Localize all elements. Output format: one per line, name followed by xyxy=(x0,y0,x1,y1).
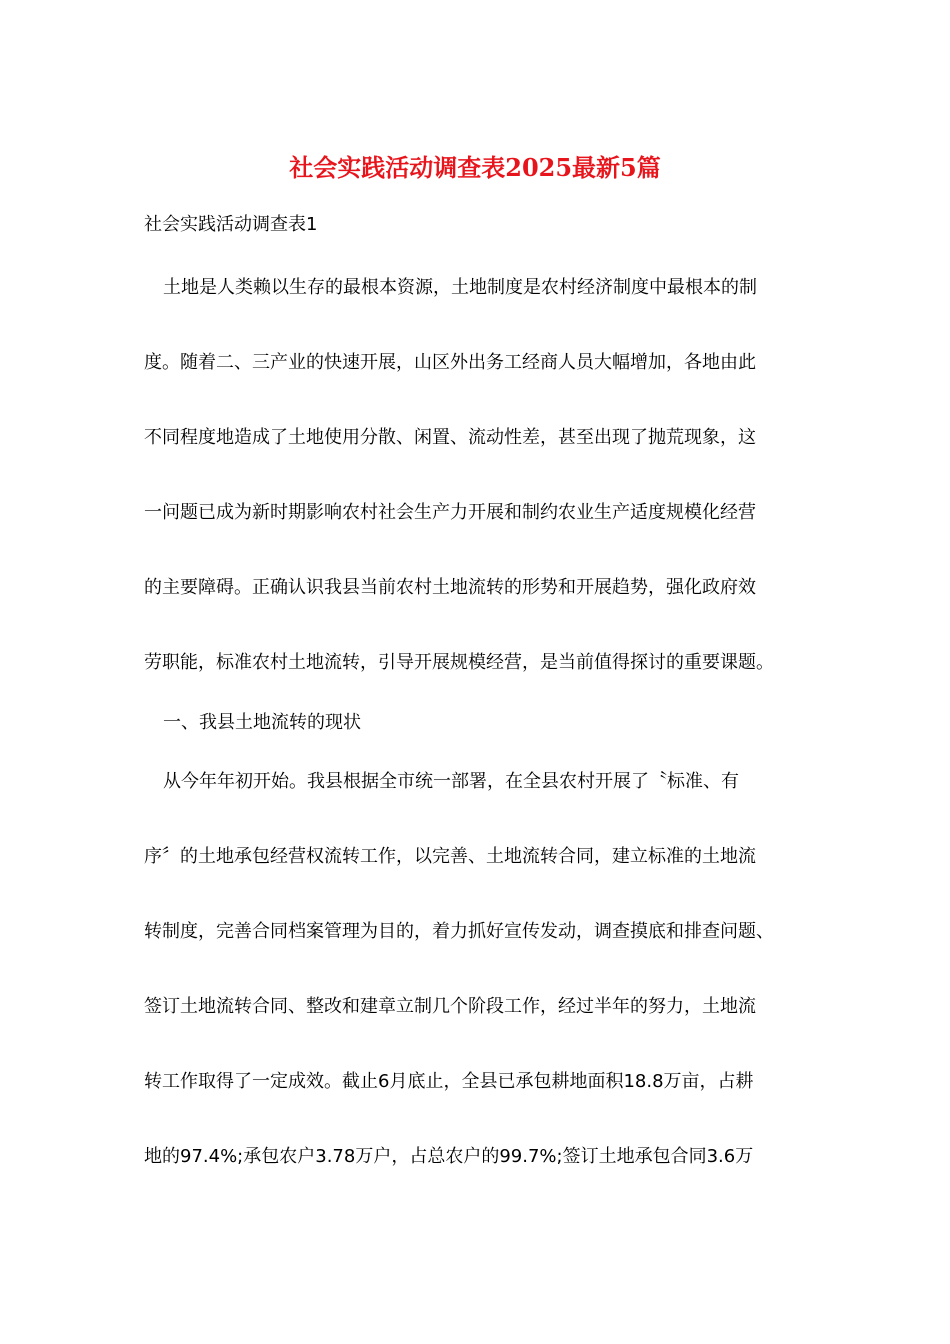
paragraph-line: 劳职能，标准农村土地流转，引导开展规模经营，是当前值得探讨的重要课题。 xyxy=(144,652,774,673)
paragraph-line: 转制度，完善合同档案管理为目的，着力抓好宣传发动，调查摸底和排查问题、 xyxy=(144,921,774,942)
paragraph-line: 地的97.4%;承包农户3.78万户，占总农户的99.7%;签订土地承包合同3.6万 xyxy=(144,1146,754,1167)
paragraph-line: 土地是人类赖以生存的最根本资源，土地制度是农村经济制度中最根本的制 xyxy=(163,277,757,298)
paragraph-line: 从今年年初开始。我县根据全市统一部署，在全县农村开展了〝标准、有 xyxy=(163,771,739,792)
paragraph-line: 签订土地流转合同、整改和建章立制几个阶段工作，经过半年的努力，土地流 xyxy=(144,996,756,1017)
paragraph-2 xyxy=(144,744,806,1194)
paragraph-1 xyxy=(144,250,806,700)
paragraph-line: 一问题已成为新时期影响农村社会生产力开展和制约农业生产适度规模化经营 xyxy=(144,502,756,523)
document-subtitle: 社会实践活动调查表1 xyxy=(144,214,318,235)
paragraph-line: 转工作取得了一定成效。截止6月底止，全县已承包耕地面积18.8万亩，占耕 xyxy=(144,1071,754,1092)
paragraph-line: 不同程度地造成了土地使用分散、闲置、流动性差，甚至出现了抛荒现象，这 xyxy=(144,427,756,448)
paragraph-line: 度。随着二、三产业的快速开展，山区外出务工经商人员大幅增加，各地由此 xyxy=(144,352,756,373)
paragraph-line: 序〞的土地承包经营权流转工作，以完善、土地流转合同，建立标准的土地流 xyxy=(144,846,756,867)
section-heading-1: 一、我县土地流转的现状 xyxy=(163,712,361,733)
document-title: 社会实践活动调查表2025最新5篇 xyxy=(289,153,661,182)
paragraph-line: 的主要障碍。正确认识我县当前农村土地流转的形势和开展趋势，强化政府效 xyxy=(144,577,756,598)
